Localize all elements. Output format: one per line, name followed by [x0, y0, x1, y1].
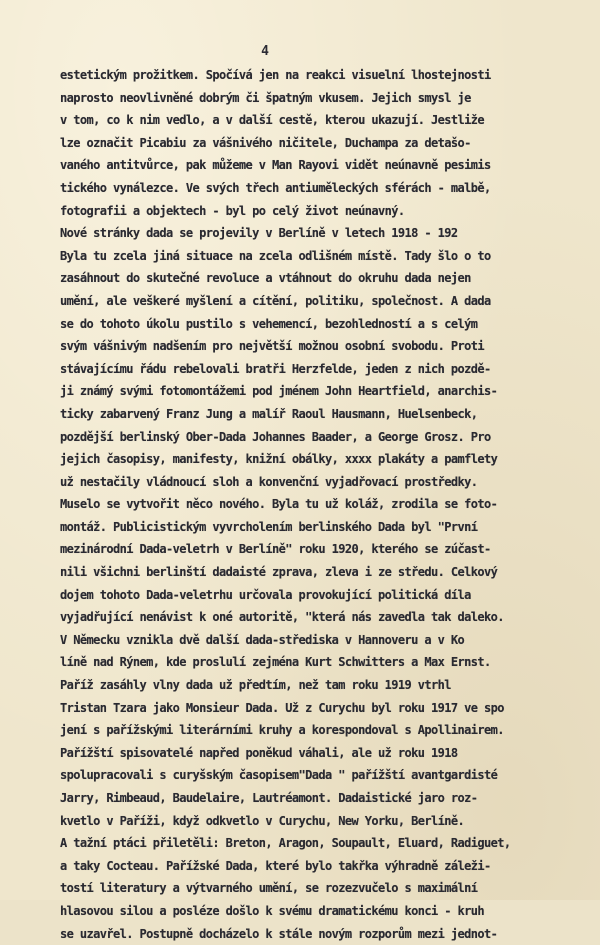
body-text	[60, 64, 600, 945]
text-line: stávajícímu řádu rebelovali bratři Herzfelde, jeden z nich pozdě-	[60, 361, 491, 376]
text-line: kvetlo v Paříži, když odkvetlo v Curychu, New Yorku, Berlíně.	[60, 813, 465, 828]
text-line: hlasovou silou a posléze došlo k svému dramatickému konci - kruh	[60, 903, 484, 918]
text-line: svým vášnivým nadšením pro největší možnou osobní svobodu. Proti	[60, 339, 484, 354]
text-line: umění, ale veškeré myšlení a cítění, politiku, společnost. A dada	[60, 293, 491, 308]
text-line: ji známý svými fotomontážemi pod jménem John Heartfield, anarchis-	[60, 384, 498, 399]
text-line: estetickým prožitkem. Spočívá jen na reakci visuelní lhostejnosti	[60, 68, 491, 82]
text-line: v tom, co k nim vedlo, a v další cestě, kterou ukazují. Jestliže	[60, 113, 484, 128]
text-line: A tažní ptáci přiletěli: Breton, Aragon, Soupault, Eluard, Radiguet,	[60, 836, 511, 851]
text-line: Jarry, Rimbeaud, Baudelaire, Lautréamont. Dadaistické jaro roz-	[60, 791, 478, 805]
text-line: Muselo se vytvořit něco nového. Byla tu už koláž, zrodila se foto-	[60, 497, 498, 512]
text-line: jejich časopisy, manifesty, knižní obálky, xxxx plakáty a pamflety	[60, 452, 498, 467]
text-line: V Německu vznikla dvě další dada-střediska v Hannoveru a v Ko	[60, 632, 465, 647]
text-line: Nové stránky dada se projevily v Berlíně v letech 1918 - 192	[60, 226, 458, 241]
text-line: líně nad Rýnem, kde proslulí zejména Kurt Schwitters a Max Ernst.	[60, 655, 491, 670]
text-line: se uzavřel. Postupně docházelo k stále novým rozporům mezi jednot-	[60, 926, 498, 941]
text-line: Paříž zasáhly vlny dada už předtím, než tam roku 1919 vtrhl	[60, 678, 451, 693]
text-line: naprosto neovlivněné dobrým či špatným vkusem. Jejich smysl je	[60, 90, 471, 105]
text-line: a taky Cocteau. Pařížské Dada, které bylo takřka výhradně záleži-	[60, 858, 491, 873]
text-line: montáž. Publicistickým vyvrcholením berlinského Dada byl "První	[60, 519, 478, 534]
text-line: tostí literatury a výtvarného umění, se rozezvučelo s maximální	[60, 881, 478, 896]
text-line: se do tohoto úkolu pustilo s vehemencí, bezohledností a s celým	[60, 316, 478, 331]
text-line: jení s pařížskými literárními kruhy a korespondoval s Apollinairem.	[60, 723, 504, 738]
text-line: lze označit Picabiu za vášnivého ničitele, Duchampa za detašo-	[60, 135, 471, 150]
text-line: vaného antitvůrce, pak můžeme v Man Rayovi vidět neúnavně pesimis	[60, 158, 491, 173]
text-line: Pařížští spisovatelé napřed poněkud váhali, ale už roku 1918	[60, 745, 458, 760]
text-line: ticky zabarvený Franz Jung a malíř Raoul Hausmann, Huelsenbeck,	[60, 406, 478, 421]
text-line: vyjadřující nenávist k oné autoritě, "která nás zavedla tak daleko.	[60, 610, 504, 625]
text-line: Tristan Tzara jako Monsieur Dada. Už z Curychu byl roku 1917 ve spo	[60, 700, 504, 715]
text-line: dojem tohoto Dada-veletrhu určovala provokující politická díla	[60, 587, 471, 602]
text-line: nili všichni berlinští dadaisté zprava, zleva i ze středu. Celkový	[60, 565, 498, 580]
text-line: fotografii a objektech - byl po celý život neúnavný.	[60, 203, 405, 218]
text-line: Byla tu zcela jiná situace na zcela odlišném místě. Tady šlo o to	[60, 248, 491, 263]
text-line: zasáhnout do skutečné revoluce a vtáhnout do okruhu dada nejen	[60, 271, 471, 286]
text-line: spolupracovali s curyšským časopisem"Dada " pařížští avantgardisté	[60, 768, 498, 783]
text-line: už nestačily vládnoucí sloh a konvenční vyjadřovací prostředky.	[60, 474, 478, 489]
text-line: mezinárodní Dada-veletrh v Berlíně" roku 1920, kterého se zúčast-	[60, 542, 491, 557]
text-line: tického vynálezce. Ve svých třech antiuměleckých sférách - malbě,	[60, 180, 491, 195]
text-line: pozdější berlinský Ober-Dada Johannes Baader, a George Grosz. Pro	[60, 429, 491, 444]
page-number: 4	[261, 44, 269, 59]
